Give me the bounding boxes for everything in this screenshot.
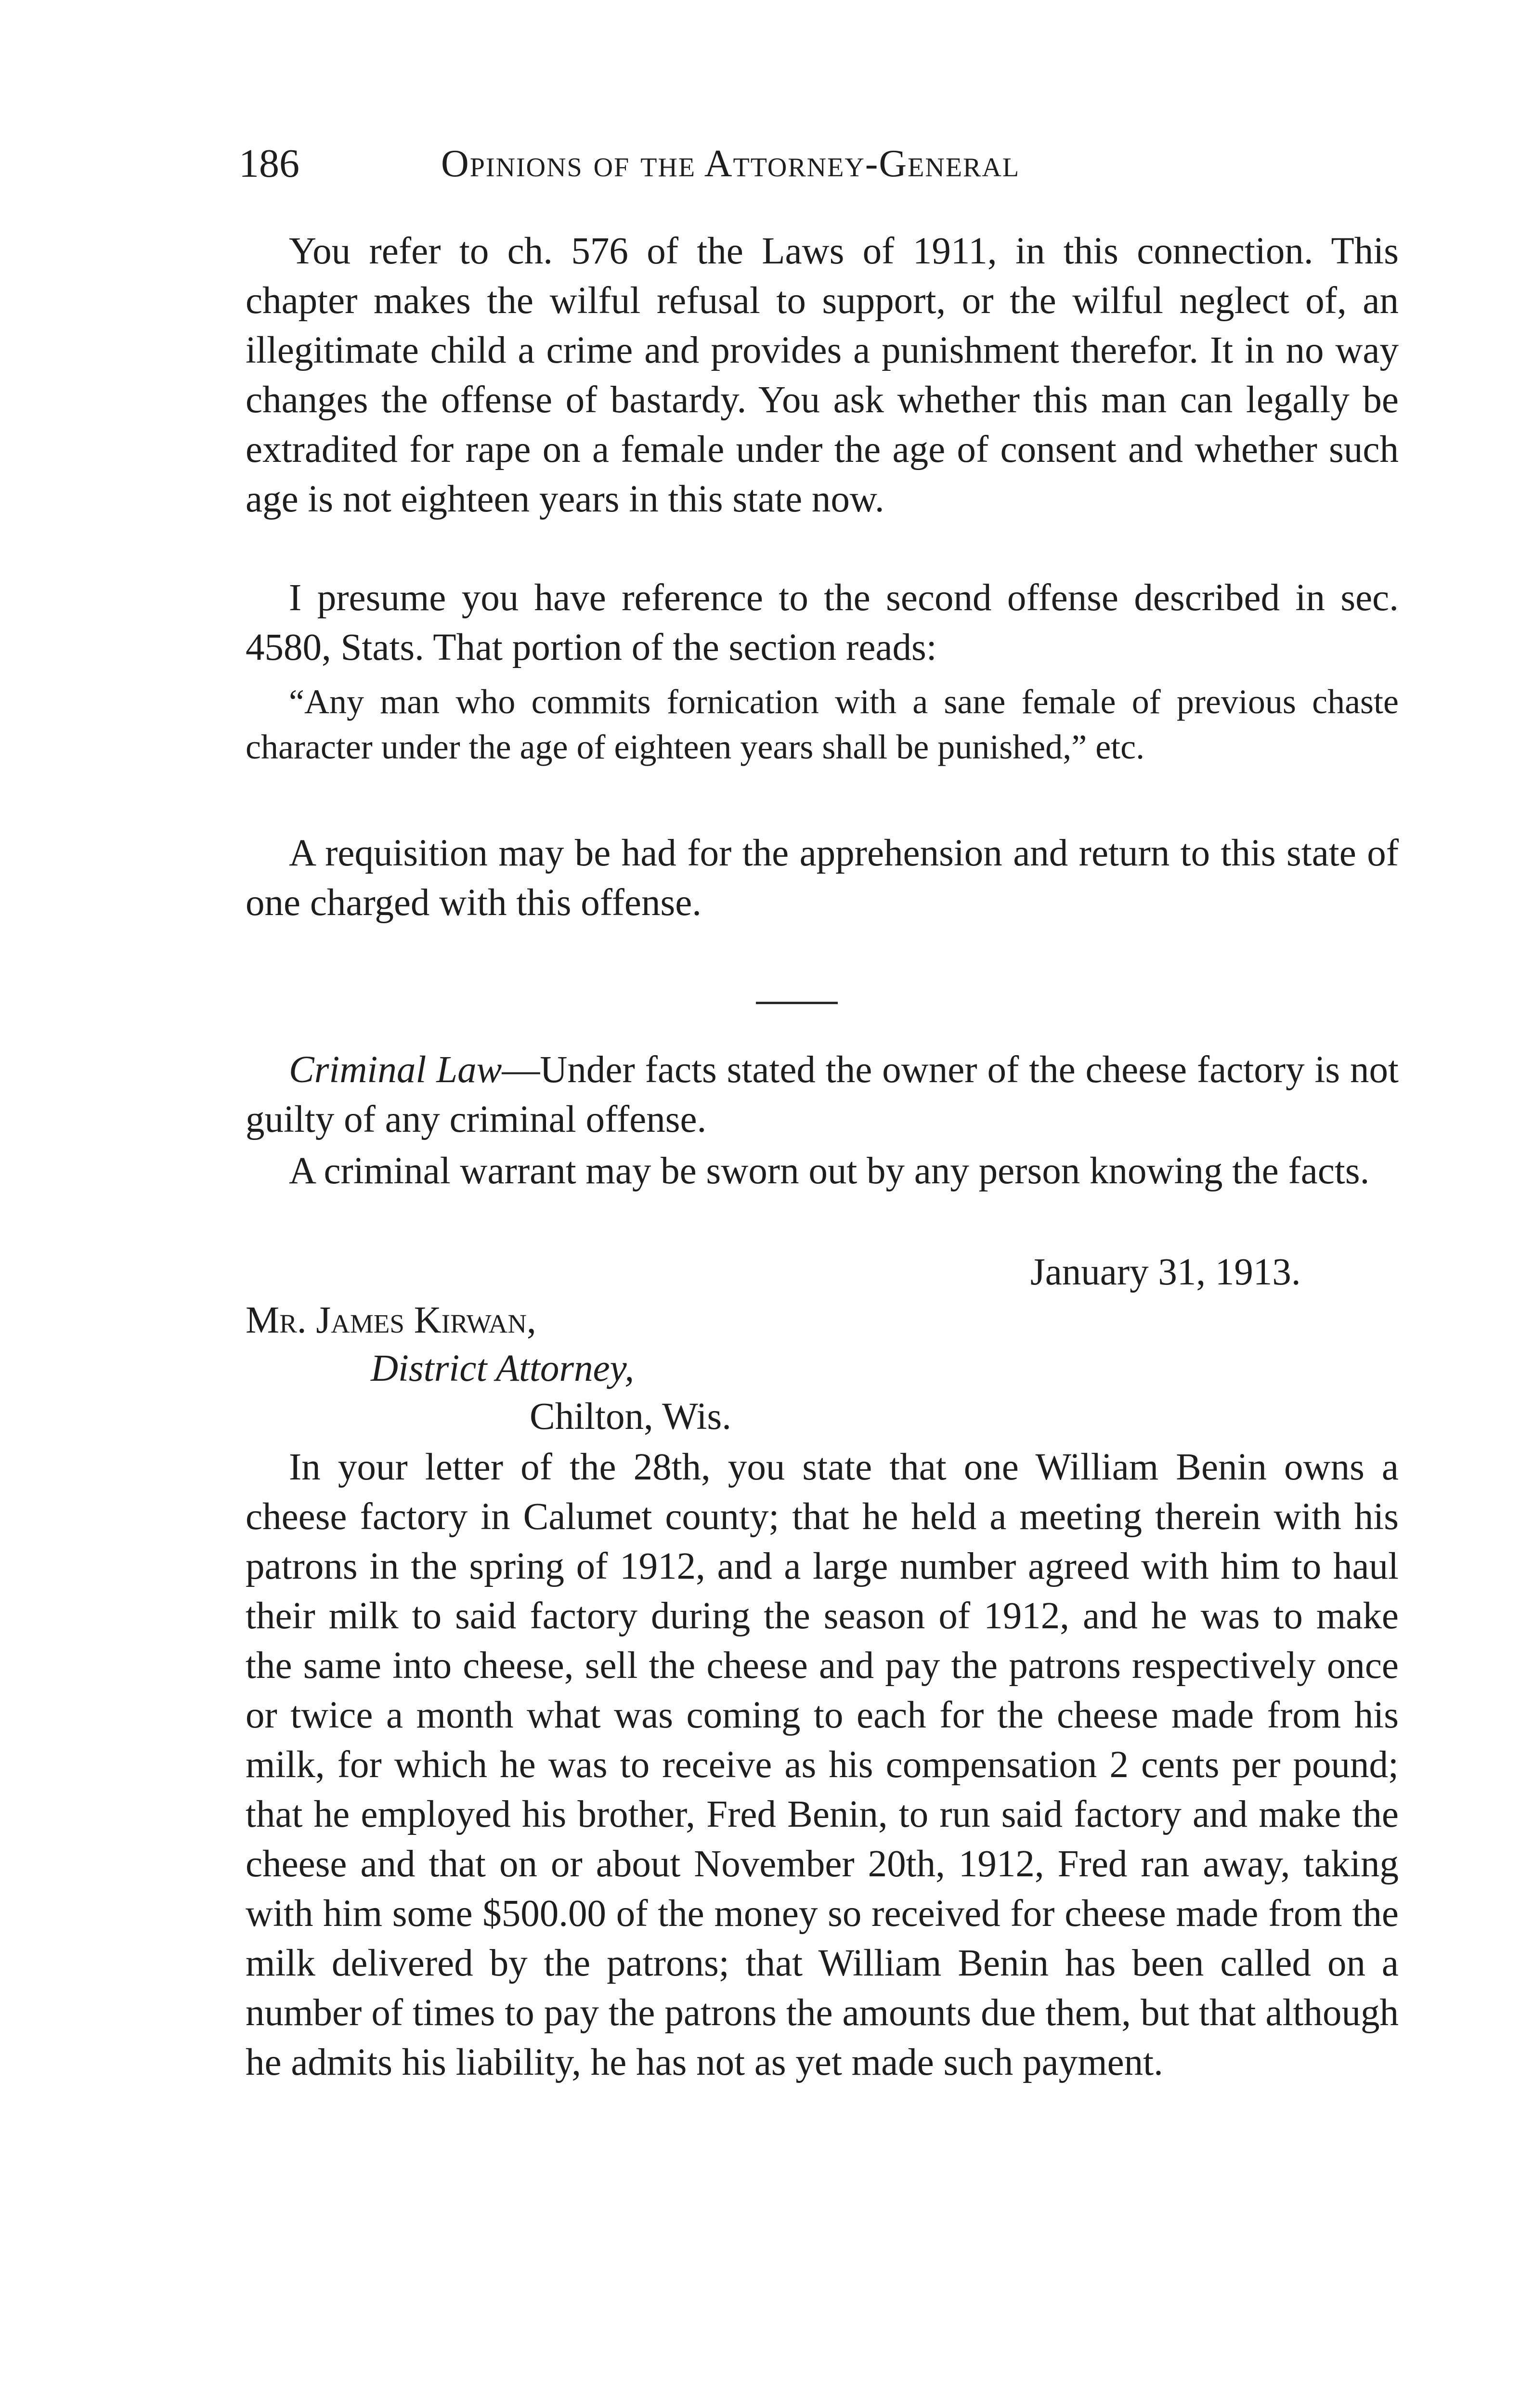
section-divider [756, 1002, 838, 1004]
opinion-1-paragraph-3: A requisition may be had for the apprehension and return to this state of one charged with this offense. [246, 832, 1399, 924]
opinion-2-body: In your letter of the 28th, you state that one William Benin owns a cheese factory in Calumet county; that he held a meeting therein with his patrons in the spring of 1912, and a large number agreed with him to haul their milk to said factory during the season of 1912, and he was to make the same into cheese, sell the cheese and pay the patrons respectively once or twice a month what was coming to each for the cheese made from his milk, for which he was to receive as his compensation 2 cents per pound; that he employed his brother, Fred Benin, to run said factory and make the cheese and that on or about November 20th, 1912, Fred ran away, taking with him some $500.00 of the money so received for cheese made from the milk delivered by the patrons; that William Benin has been called on a number of times to pay the patrons the amounts due them, but that although he admits his liability, he has not as yet made such payment. [246, 1446, 1399, 2083]
addressee-place: Chilton, Wis. [530, 1396, 731, 1438]
headnote [246, 1045, 1399, 1144]
opinion-date: January 31, 1913. [1030, 1251, 1301, 1293]
addressee-name: Mr. James Kirwan, [246, 1299, 536, 1341]
headnote-2: A criminal warrant may be sworn out by any person knowing the facts. [289, 1150, 1370, 1192]
headnote-label: Criminal Law [289, 1049, 502, 1091]
statute-quote: “Any man who commits fornication with a sane female of previous chaste character under the age of eighteen years shall be punished,” etc. [246, 682, 1399, 766]
running-title: Opinions of the Attorney-General [441, 143, 1020, 185]
page-header [239, 140, 1197, 197]
headnote-text: —Under facts stated the owner of the cheese factory is not guilty of any criminal offense. [246, 1049, 1399, 1140]
addressee-title: District Attorney, [371, 1348, 635, 1389]
page-number: 186 [239, 141, 299, 186]
opinion-1-paragraph-2: I presume you have reference to the second offense described in sec. 4580, Stats. That portion of the section reads: [246, 577, 1399, 668]
opinion-1-paragraph-1: You refer to ch. 576 of the Laws of 1911, in this connection. This chapter makes the wilful refusal to support, or the wilful neglect of, an illegitimate child a crime and provides a punishment therefor. It in no way changes the offense of bastardy. You ask whether this man can legally be extradited for rape on a female under the age of consent and whether such age is not eighteen years in this state now. [246, 230, 1399, 520]
